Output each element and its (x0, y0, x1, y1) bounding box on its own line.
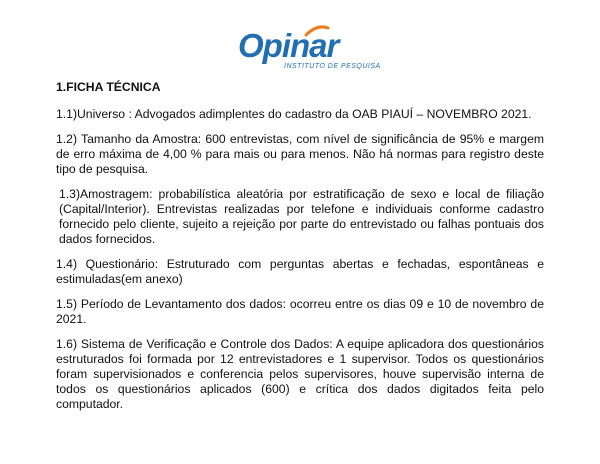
paragraph-questionario: 1.4) Questionário: Estruturado com perguntas abertas e fechadas, espontâneas e estimuladas(em anexo) (56, 257, 544, 286)
paragraph-verificacao: 1.6) Sistema de Verificação e Controle dos Dados: A equipe aplicadora dos questionários estruturados foi formada por 12 entrevistadores e 1 supervisor. Todos os questionários foram supervisionados e conferencia pelos supervisores, houve supervisão interna de todos os questionários aplicados (600) e crítica dos dados digitados feita pelo computador. (56, 337, 544, 411)
logo-swoosh-icon (304, 24, 330, 38)
logo-subtitle: INSTITUTO DE PESQUISA (284, 63, 381, 70)
section-heading: 1.FICHA TÉCNICA (56, 80, 161, 94)
logo-wordmark: Opinar (238, 27, 339, 64)
paragraph-tamanho-amostra: 1.2) Tamanho da Amostra: 600 entrevistas, com nível de significância de 95% e margem de erro máxima de 4,00 % para mais ou para menos. Não há normas para registro deste tipo de pesquisa. (56, 132, 544, 176)
paragraph-amostragem: 1.3)Amostragem: probabilística aleatória por estratificação de sexo e local de filiação (Capital/Interior). Entrevistas realizadas por telefone e individuais conforme cadastro fornecido pelo cliente, sujeito a rejeição por parte do entrevistado ou falhas pontuais dos dados fornecidos. (59, 187, 544, 246)
opinar-logo (238, 27, 381, 72)
paragraph-periodo: 1.5) Período de Levantamento dos dados: ocorreu entre os dias 09 e 10 de novembro de 2021. (56, 297, 544, 326)
paragraph-universo: 1.1)Universo : Advogados adimplentes do cadastro da OAB PIAUÍ – NOVEMBRO 2021. (56, 107, 532, 121)
ficha-tecnica (56, 80, 544, 422)
